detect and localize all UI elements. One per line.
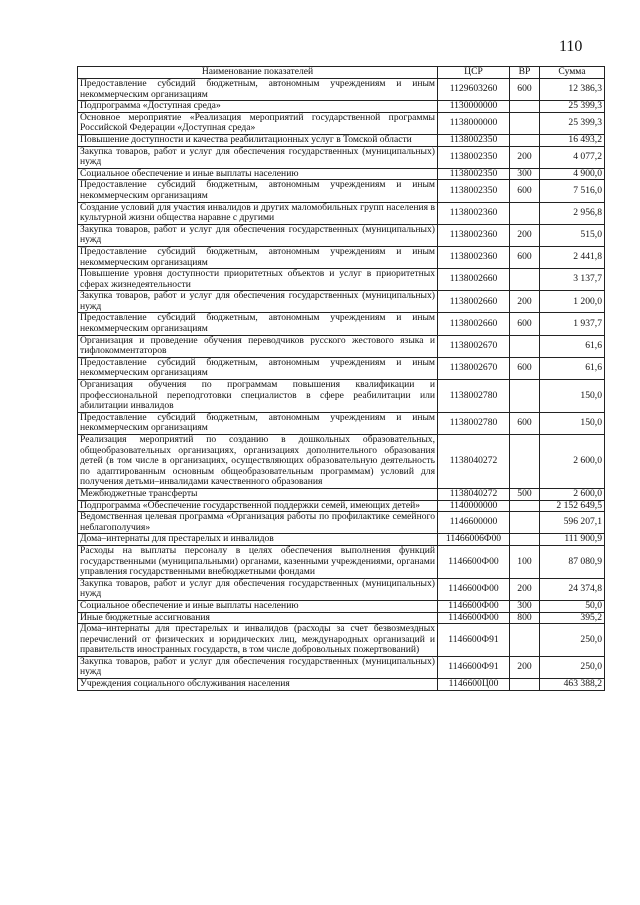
cell-vr <box>510 202 540 224</box>
cell-csr: 1138002670 <box>438 357 510 379</box>
table-row <box>78 202 605 224</box>
cell-sum: 2 152 649,5 <box>540 500 605 512</box>
cell-name: Повышение уровня доступности приоритетных объектов и услуг в приоритетных сферах жизнедеятельности <box>78 269 438 291</box>
cell-name: Предоставление субсидий бюджетным, автономным учреждениям и иным некоммерческим организациям <box>78 246 438 268</box>
cell-name: Межбюджетные трансферты <box>78 488 438 500</box>
cell-sum: 1 200,0 <box>540 291 605 313</box>
table-row <box>78 612 605 624</box>
table-row <box>78 500 605 512</box>
table-row <box>78 101 605 113</box>
cell-vr <box>510 435 540 489</box>
table-row <box>78 313 605 335</box>
cell-sum: 4 077,2 <box>540 146 605 168</box>
cell-vr: 200 <box>510 146 540 168</box>
cell-name: Закупка товаров, работ и услуг для обеспечения государственных (муниципальных) нужд <box>78 146 438 168</box>
cell-sum: 16 493,2 <box>540 134 605 146</box>
table-row <box>78 146 605 168</box>
table-row <box>78 134 605 146</box>
table-header-row <box>78 67 605 79</box>
table-row <box>78 180 605 202</box>
cell-csr: 1138040272 <box>438 435 510 489</box>
cell-name: Социальное обеспечение и иные выплаты населению <box>78 600 438 612</box>
cell-vr: 600 <box>510 412 540 434</box>
table-row <box>78 168 605 180</box>
cell-sum: 463 388,2 <box>540 679 605 691</box>
cell-vr <box>510 101 540 113</box>
cell-name: Предоставление субсидий бюджетным, автономным учреждениям и иным некоммерческим организациям <box>78 412 438 434</box>
table-row <box>78 335 605 357</box>
table-row <box>78 656 605 678</box>
table-row <box>78 412 605 434</box>
budget-table <box>77 66 605 691</box>
table-row <box>78 224 605 246</box>
cell-sum: 4 900,0 <box>540 168 605 180</box>
cell-csr: 1138002360 <box>438 202 510 224</box>
cell-name: Подпрограмма «Обеспечение государственной поддержки семей, имеющих детей» <box>78 500 438 512</box>
cell-vr: 200 <box>510 656 540 678</box>
table-row <box>78 269 605 291</box>
cell-csr: 1146600Ф00 <box>438 545 510 578</box>
cell-name: Закупка товаров, работ и услуг для обеспечения государственных (муниципальных) нужд <box>78 578 438 600</box>
cell-vr <box>510 269 540 291</box>
header-sum: Сумма <box>540 67 605 79</box>
table-row <box>78 380 605 413</box>
cell-name: Учреждения социального обслуживания населения <box>78 679 438 691</box>
cell-vr <box>510 624 540 657</box>
cell-csr: 1138002780 <box>438 412 510 434</box>
cell-vr: 600 <box>510 246 540 268</box>
cell-sum: 515,0 <box>540 224 605 246</box>
cell-sum: 87 080,9 <box>540 545 605 578</box>
cell-sum: 2 956,8 <box>540 202 605 224</box>
cell-name: Закупка товаров, работ и услуг для обеспечения государственных (муниципальных) нужд <box>78 656 438 678</box>
cell-vr <box>510 380 540 413</box>
cell-csr: 1138000000 <box>438 112 510 134</box>
cell-csr: 1146600Ц00 <box>438 679 510 691</box>
table-row <box>78 545 605 578</box>
cell-csr: 1138002350 <box>438 134 510 146</box>
cell-sum: 150,0 <box>540 380 605 413</box>
cell-name: Ведомственная целевая программа «Организация работы по профилактике семейного неблагополучия» <box>78 512 438 534</box>
cell-name: Закупка товаров, работ и услуг для обеспечения государственных (муниципальных) нужд <box>78 291 438 313</box>
table-row <box>78 246 605 268</box>
cell-vr: 500 <box>510 488 540 500</box>
cell-csr: 1130000000 <box>438 101 510 113</box>
table-row <box>78 79 605 101</box>
cell-csr: 1146600Ф00 <box>438 600 510 612</box>
cell-sum: 7 516,0 <box>540 180 605 202</box>
cell-sum: 24 374,8 <box>540 578 605 600</box>
cell-name: Дома–интернаты для престарелых и инвалидов <box>78 534 438 546</box>
cell-csr: 1146600000 <box>438 512 510 534</box>
table-row <box>78 512 605 534</box>
cell-csr: 1138002350 <box>438 168 510 180</box>
cell-csr: 1138002660 <box>438 269 510 291</box>
cell-csr: 11466006Ф00 <box>438 534 510 546</box>
cell-name: Предоставление субсидий бюджетным, автономным учреждениям и иным некоммерческим организациям <box>78 79 438 101</box>
cell-sum: 12 386,3 <box>540 79 605 101</box>
cell-vr: 300 <box>510 600 540 612</box>
cell-csr: 1138002660 <box>438 291 510 313</box>
cell-name: Подпрограмма «Доступная среда» <box>78 101 438 113</box>
cell-vr <box>510 679 540 691</box>
cell-sum: 25 399,3 <box>540 101 605 113</box>
cell-csr: 1146600Ф00 <box>438 612 510 624</box>
header-name: Наименование показателей <box>78 67 438 79</box>
cell-csr: 1138002660 <box>438 313 510 335</box>
cell-name: Реализация мероприятий по созданию в дошкольных образовательных, общеобразовательных организациях, организациях дополнительного образования детей (в том числе в организациях, осуществляющих образовательную деятельность по адаптированным основным общеобразовательным программам) условий для получения детьми–инвалидами качественного образования <box>78 435 438 489</box>
cell-sum: 25 399,3 <box>540 112 605 134</box>
cell-name: Иные бюджетные ассигнования <box>78 612 438 624</box>
table-row <box>78 435 605 489</box>
cell-csr: 1146600Ф91 <box>438 624 510 657</box>
page-number: 110 <box>559 38 583 55</box>
cell-vr: 600 <box>510 357 540 379</box>
cell-csr: 1138002670 <box>438 335 510 357</box>
cell-name: Основное мероприятие «Реализация мероприятий государственной программы Российской Федерации «Доступная среда» <box>78 112 438 134</box>
cell-vr <box>510 534 540 546</box>
cell-csr: 1138040272 <box>438 488 510 500</box>
cell-name: Предоставление субсидий бюджетным, автономным учреждениям и иным некоммерческим организациям <box>78 357 438 379</box>
cell-vr <box>510 112 540 134</box>
cell-sum: 2 600,0 <box>540 435 605 489</box>
cell-sum: 61,6 <box>540 335 605 357</box>
cell-vr: 600 <box>510 180 540 202</box>
cell-name: Закупка товаров, работ и услуг для обеспечения государственных (муниципальных) нужд <box>78 224 438 246</box>
table-row <box>78 600 605 612</box>
cell-csr: 1129603260 <box>438 79 510 101</box>
cell-vr: 200 <box>510 224 540 246</box>
cell-sum: 1 937,7 <box>540 313 605 335</box>
cell-vr: 600 <box>510 313 540 335</box>
table-row <box>78 112 605 134</box>
cell-vr: 100 <box>510 545 540 578</box>
cell-vr: 800 <box>510 612 540 624</box>
cell-vr: 600 <box>510 79 540 101</box>
table-row <box>78 578 605 600</box>
cell-name: Предоставление субсидий бюджетным, автономным учреждениям и иным некоммерческим организациям <box>78 313 438 335</box>
cell-csr: 1146600Ф00 <box>438 578 510 600</box>
cell-sum: 50,0 <box>540 600 605 612</box>
cell-sum: 395,2 <box>540 612 605 624</box>
cell-csr: 1138002350 <box>438 146 510 168</box>
header-csr: ЦСР <box>438 67 510 79</box>
cell-sum: 150,0 <box>540 412 605 434</box>
table-row <box>78 534 605 546</box>
cell-vr: 300 <box>510 168 540 180</box>
cell-sum: 250,0 <box>540 656 605 678</box>
header-vr: ВР <box>510 67 540 79</box>
cell-sum: 2 441,8 <box>540 246 605 268</box>
cell-sum: 2 600,0 <box>540 488 605 500</box>
table-row <box>78 357 605 379</box>
cell-csr: 1138002360 <box>438 224 510 246</box>
cell-name: Предоставление субсидий бюджетным, автономным учреждениям и иным некоммерческим организациям <box>78 180 438 202</box>
cell-csr: 1138002350 <box>438 180 510 202</box>
cell-vr <box>510 335 540 357</box>
table-row <box>78 291 605 313</box>
cell-vr <box>510 500 540 512</box>
cell-csr: 1138002780 <box>438 380 510 413</box>
cell-sum: 61,6 <box>540 357 605 379</box>
cell-name: Организация и проведение обучения переводчиков русского жестового языка и тифлокомментаторов <box>78 335 438 357</box>
cell-csr: 1146600Ф91 <box>438 656 510 678</box>
cell-name: Расходы на выплаты персоналу в целях обеспечения выполнения функций государственными (муниципальными) органами, казенными учреждениями, органами управления государственными внебюджетными фондами <box>78 545 438 578</box>
cell-vr <box>510 512 540 534</box>
cell-sum: 3 137,7 <box>540 269 605 291</box>
cell-vr <box>510 134 540 146</box>
cell-sum: 596 207,1 <box>540 512 605 534</box>
cell-name: Организация обучения по программам повышения квалификации и профессиональной переподготовки специалистов в сфере реабилитации или абилитации инвалидов <box>78 380 438 413</box>
cell-sum: 250,0 <box>540 624 605 657</box>
cell-name: Создание условий для участия инвалидов и других маломобильных групп населения в культурной жизни общества наравне с другими <box>78 202 438 224</box>
cell-vr: 200 <box>510 291 540 313</box>
cell-name: Повышение доступности и качества реабилитационных услуг в Томской области <box>78 134 438 146</box>
cell-csr: 1140000000 <box>438 500 510 512</box>
table-row <box>78 488 605 500</box>
cell-name: Дома–интернаты для престарелых и инвалидов (расходы за счет безвозмездных перечислений от физических и юридических лиц, международных организаций и правительств иностранных государств, в том числе добровольных пожертвований) <box>78 624 438 657</box>
table-row <box>78 624 605 657</box>
cell-name: Социальное обеспечение и иные выплаты населению <box>78 168 438 180</box>
table-row <box>78 679 605 691</box>
cell-vr: 200 <box>510 578 540 600</box>
cell-csr: 1138002360 <box>438 246 510 268</box>
cell-sum: 111 900,9 <box>540 534 605 546</box>
